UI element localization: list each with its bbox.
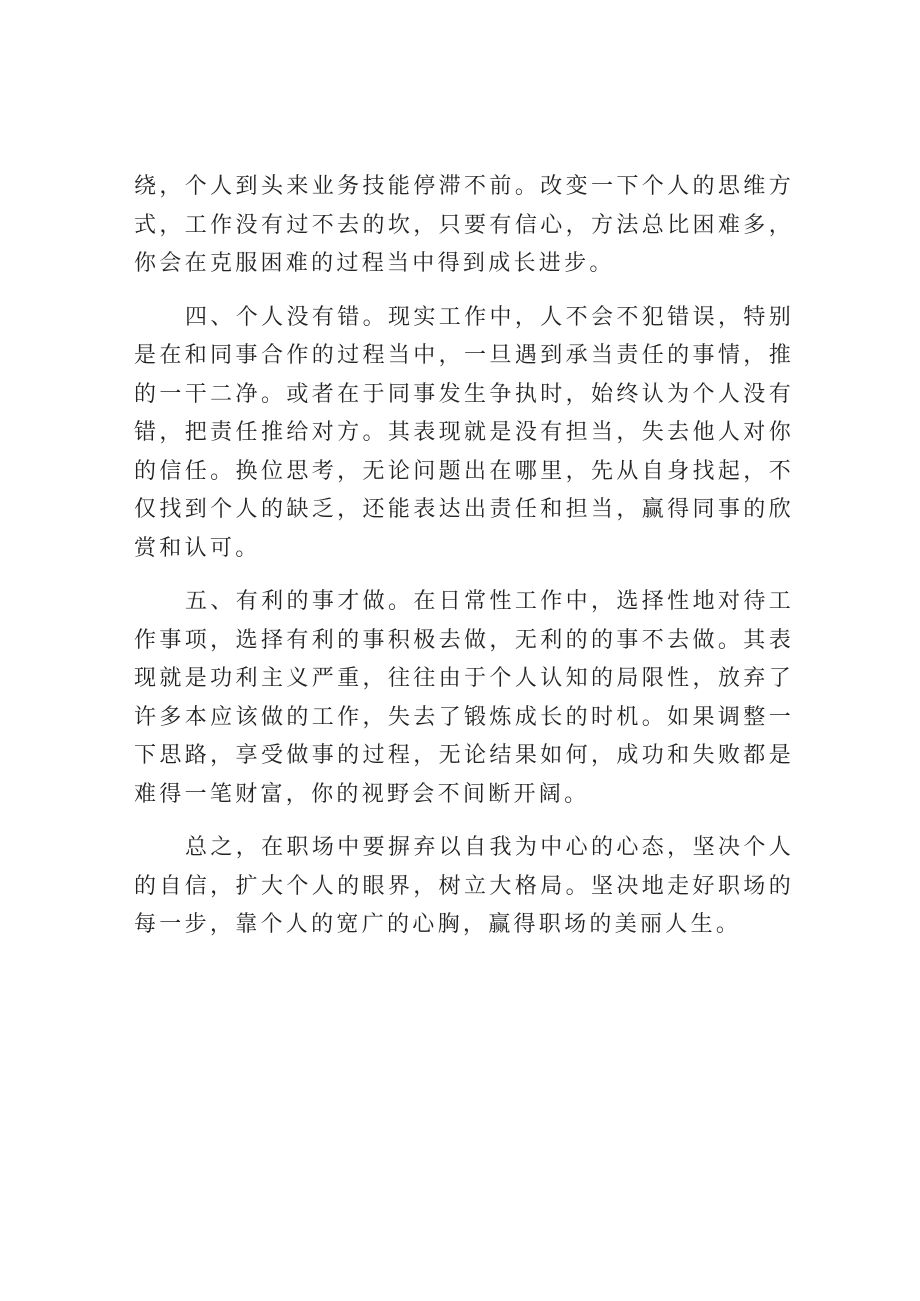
paragraph-conclusion: 总之，在职场中要摒弃以自我为中心的心态，坚决个人的自信，扩大个人的眼界，树立大格局。坚决地走好职场的每一步，靠个人的宽广的心胸，赢得职场的美丽人生。	[134, 835, 794, 937]
paragraph-continuation: 绕，个人到头来业务技能停滞不前。改变一下个人的思维方式，工作没有过不去的坎，只要有信心，方法总比困难多，你会在克服困难的过程当中得到成长进步。	[134, 174, 794, 276]
paragraph-section-four: 四、个人没有错。现实工作中，人不会不犯错误，特别是在和同事合作的过程当中，一旦遇到承当责任的事情，推的一干二净。或者在于同事发生争执时，始终认为个人没有错，把责任推给对方。其表现就是没有担当，失去他人对你的信任。换位思考，无论问题出在哪里，先从自身找起，不仅找到个人的缺乏，还能表达出责任和担当，赢得同事的欣赏和认可。	[134, 304, 794, 561]
document-body	[134, 168, 794, 960]
paragraph-section-five: 五、有利的事才做。在日常性工作中，选择性地对待工作事项，选择有利的事积极去做，无利的的事不去做。其表现就是功利主义严重，往往由于个人认知的局限性，放弃了许多本应该做的工作，失去了锻炼成长的时机。如果调整一下思路，享受做事的过程，无论结果如何，成功和失败都是难得一笔财富，你的视野会不间断开阔。	[134, 589, 794, 807]
